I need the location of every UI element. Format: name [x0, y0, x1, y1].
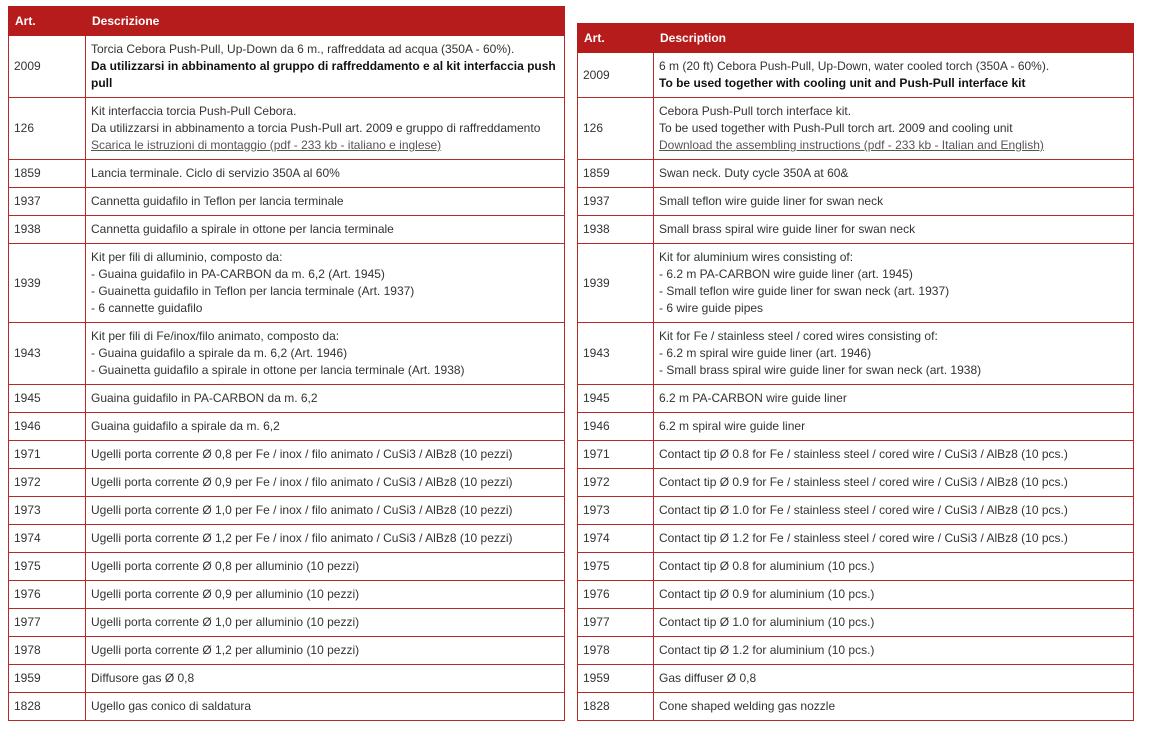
description-cell	[86, 581, 565, 609]
art-column-header: Art.	[9, 7, 86, 36]
description-line: Ugelli porta corrente Ø 0,8 per Fe / inox / filo animato / CuSi3 / AlBz8 (10 pezzi)	[91, 447, 513, 461]
table-row	[578, 53, 1134, 98]
description-cell	[654, 637, 1134, 665]
description-cell	[86, 385, 565, 413]
description-line: Ugelli porta corrente Ø 1,2 per alluminio (10 pezzi)	[91, 643, 360, 657]
description-cell	[86, 525, 565, 553]
table-row	[578, 525, 1134, 553]
description-cell	[86, 216, 565, 244]
description-line: To be used together with cooling unit and Push-Pull interface kit	[659, 76, 1026, 90]
description-line: Da utilizzarsi in abbinamento al gruppo di raffreddamento e al kit interfaccia push pull	[91, 59, 556, 90]
table-row	[578, 244, 1134, 323]
art-number-cell: 1959	[9, 665, 86, 693]
description-cell	[654, 160, 1134, 188]
description-line: Swan neck. Duty cycle 350A at 60&	[659, 166, 849, 180]
art-number-cell: 1938	[578, 216, 654, 244]
description-cell	[654, 413, 1134, 441]
description-line: - Small teflon wire guide liner for swan neck (art. 1937)	[659, 284, 950, 298]
art-number-cell: 1945	[9, 385, 86, 413]
table-row	[578, 469, 1134, 497]
table-row	[578, 188, 1134, 216]
description-line: Guaina guidafilo in PA-CARBON da m. 6,2	[91, 391, 318, 405]
description-cell	[654, 581, 1134, 609]
description-line: Contact tip Ø 1.2 for aluminium (10 pcs.)	[659, 643, 875, 657]
art-number-cell: 1946	[578, 413, 654, 441]
table-row	[578, 413, 1134, 441]
description-line: Ugelli porta corrente Ø 1,0 per Fe / inox / filo animato / CuSi3 / AlBz8 (10 pezzi)	[91, 503, 513, 517]
description-cell	[654, 385, 1134, 413]
description-cell	[86, 553, 565, 581]
art-number-cell: 1945	[578, 385, 654, 413]
table-row	[9, 441, 565, 469]
art-number-cell: 1971	[9, 441, 86, 469]
description-line: Small brass spiral wire guide liner for swan neck	[659, 222, 916, 236]
table-row	[9, 413, 565, 441]
description-cell	[654, 609, 1134, 637]
art-number-cell: 1943	[9, 323, 86, 385]
table-row	[9, 323, 565, 385]
description-line: Ugelli porta corrente Ø 1,2 per Fe / inox / filo animato / CuSi3 / AlBz8 (10 pezzi)	[91, 531, 513, 545]
description-cell	[654, 553, 1134, 581]
art-number-cell: 126	[9, 98, 86, 160]
table-row	[578, 323, 1134, 385]
description-line: - Small brass spiral wire guide liner for swan neck (art. 1938)	[659, 363, 982, 377]
art-number-cell: 1939	[9, 244, 86, 323]
description-line: Ugelli porta corrente Ø 0,9 per alluminio (10 pezzi)	[91, 587, 360, 601]
english-table-body	[578, 53, 1134, 721]
table-row	[578, 581, 1134, 609]
english-parts-table	[577, 23, 1134, 721]
description-line: - Guainetta guidafilo in Teflon per lancia terminale (Art. 1937)	[91, 284, 415, 298]
description-line: - Guainetta guidafilo a spirale in ottone per lancia terminale (Art. 1938)	[91, 363, 465, 377]
description-line: Contact tip Ø 1.2 for Fe / stainless steel / cored wire / CuSi3 / AlBz8 (10 pcs.)	[659, 531, 1068, 545]
italian-parts-table	[8, 6, 565, 721]
description-line: Ugelli porta corrente Ø 0,8 per alluminio (10 pezzi)	[91, 559, 360, 573]
description-cell	[654, 469, 1134, 497]
art-number-cell: 1828	[9, 693, 86, 721]
description-cell	[654, 98, 1134, 160]
art-number-cell: 1975	[578, 553, 654, 581]
description-cell	[86, 637, 565, 665]
description-line: 6.2 m spiral wire guide liner	[659, 419, 806, 433]
table-row	[578, 216, 1134, 244]
description-line: Lancia terminale. Ciclo di servizio 350A al 60%	[91, 166, 340, 180]
description-cell	[86, 497, 565, 525]
art-number-cell: 1946	[9, 413, 86, 441]
description-line: 6 m (20 ft) Cebora Push-Pull, Up-Down, water cooled torch (350A - 60%).	[659, 59, 1050, 73]
art-column-header: Art.	[578, 24, 654, 53]
download-instructions-link[interactable]: Scarica le istruzioni di montaggio (pdf - 233 kb - italiano e inglese)	[91, 138, 442, 152]
table-row	[9, 497, 565, 525]
description-line: Guaina guidafilo a spirale da m. 6,2	[91, 419, 280, 433]
table-row	[9, 637, 565, 665]
description-cell	[86, 413, 565, 441]
description-cell	[86, 160, 565, 188]
art-number-cell: 1939	[578, 244, 654, 323]
art-number-cell: 1959	[578, 665, 654, 693]
description-line: Contact tip Ø 1.0 for Fe / stainless steel / cored wire / CuSi3 / AlBz8 (10 pcs.)	[659, 503, 1068, 517]
description-cell	[654, 693, 1134, 721]
table-row	[578, 385, 1134, 413]
table-row	[578, 637, 1134, 665]
art-number-cell: 2009	[578, 53, 654, 98]
art-number-cell: 1978	[578, 637, 654, 665]
art-number-cell: 1971	[578, 441, 654, 469]
table-row	[9, 385, 565, 413]
description-line: Ugelli porta corrente Ø 1,0 per alluminio (10 pezzi)	[91, 615, 360, 629]
description-line: Contact tip Ø 0.9 for Fe / stainless steel / cored wire / CuSi3 / AlBz8 (10 pcs.)	[659, 475, 1068, 489]
table-row	[9, 581, 565, 609]
table-row	[9, 469, 565, 497]
description-line: Contact tip Ø 0.8 for Fe / stainless steel / cored wire / CuSi3 / AlBz8 (10 pcs.)	[659, 447, 1068, 461]
art-number-cell: 126	[578, 98, 654, 160]
description-line: Cone shaped welding gas nozzle	[659, 699, 836, 713]
art-number-cell: 2009	[9, 36, 86, 98]
description-cell	[654, 323, 1134, 385]
description-line: Contact tip Ø 0.9 for aluminium (10 pcs.)	[659, 587, 875, 601]
description-line: Kit for aluminium wires consisting of:	[659, 250, 854, 264]
table-row	[578, 693, 1134, 721]
description-cell	[654, 53, 1134, 98]
english-header-row	[578, 24, 1134, 53]
description-line: Small teflon wire guide liner for swan neck	[659, 194, 884, 208]
description-column-header: Description	[654, 24, 1134, 53]
description-line: Gas diffuser Ø 0,8	[659, 671, 757, 685]
art-number-cell: 1976	[578, 581, 654, 609]
description-line: Kit for Fe / stainless steel / cored wires consisting of:	[659, 329, 938, 343]
description-cell	[654, 665, 1134, 693]
description-cell	[86, 441, 565, 469]
description-cell	[86, 36, 565, 98]
table-row	[578, 497, 1134, 525]
description-cell	[86, 693, 565, 721]
art-number-cell: 1976	[9, 581, 86, 609]
description-line: Cebora Push-Pull torch interface kit.	[659, 104, 852, 118]
description-cell	[86, 469, 565, 497]
description-line: Kit per fili di alluminio, composto da:	[91, 250, 283, 264]
art-number-cell: 1974	[9, 525, 86, 553]
art-number-cell: 1828	[578, 693, 654, 721]
download-instructions-link[interactable]: Download the assembling instructions (pdf - 233 kb - Italian and English)	[659, 138, 1044, 152]
table-row	[9, 36, 565, 98]
description-cell	[654, 244, 1134, 323]
description-line: Kit interfaccia torcia Push-Pull Cebora.	[91, 104, 297, 118]
table-row	[9, 553, 565, 581]
table-row	[9, 160, 565, 188]
description-line: Diffusore gas Ø 0,8	[91, 671, 195, 685]
art-number-cell: 1978	[9, 637, 86, 665]
art-number-cell: 1977	[9, 609, 86, 637]
description-line: Da utilizzarsi in abbinamento a torcia Push-Pull art. 2009 e gruppo di raffreddamento	[91, 121, 541, 135]
art-number-cell: 1977	[578, 609, 654, 637]
art-number-cell: 1938	[9, 216, 86, 244]
art-number-cell: 1859	[9, 160, 86, 188]
description-line: - 6.2 m PA-CARBON wire guide liner (art. 1945)	[659, 267, 913, 281]
art-number-cell: 1937	[9, 188, 86, 216]
table-row	[9, 98, 565, 160]
description-cell	[86, 244, 565, 323]
description-line: 6.2 m PA-CARBON wire guide liner	[659, 391, 847, 405]
art-number-cell: 1972	[578, 469, 654, 497]
description-cell	[654, 216, 1134, 244]
table-row	[9, 609, 565, 637]
description-cell	[654, 188, 1134, 216]
table-row	[578, 609, 1134, 637]
table-row	[9, 693, 565, 721]
description-cell	[654, 525, 1134, 553]
art-number-cell: 1973	[578, 497, 654, 525]
description-line: Cannetta guidafilo in Teflon per lancia terminale	[91, 194, 344, 208]
description-cell	[86, 323, 565, 385]
description-line: Kit per fili di Fe/inox/filo animato, composto da:	[91, 329, 340, 343]
table-row	[578, 160, 1134, 188]
description-cell	[86, 665, 565, 693]
description-line: Ugelli porta corrente Ø 0,9 per Fe / inox / filo animato / CuSi3 / AlBz8 (10 pezzi)	[91, 475, 513, 489]
description-line: Ugello gas conico di saldatura	[91, 699, 252, 713]
description-cell	[654, 497, 1134, 525]
description-line: - Guaina guidafilo a spirale da m. 6,2 (Art. 1946)	[91, 346, 348, 360]
art-number-cell: 1974	[578, 525, 654, 553]
description-line: Cannetta guidafilo a spirale in ottone per lancia terminale	[91, 222, 394, 236]
art-number-cell: 1973	[9, 497, 86, 525]
table-row	[9, 665, 565, 693]
table-row	[578, 441, 1134, 469]
italian-table-container	[8, 6, 565, 721]
description-line: - 6.2 m spiral wire guide liner (art. 1946)	[659, 346, 872, 360]
description-column-header: Descrizione	[86, 7, 565, 36]
description-line: To be used together with Push-Pull torch art. 2009 and cooling unit	[659, 121, 1013, 135]
table-row	[9, 244, 565, 323]
description-line: - 6 wire guide pipes	[659, 301, 764, 315]
table-row	[578, 98, 1134, 160]
art-number-cell: 1943	[578, 323, 654, 385]
description-line: - Guaina guidafilo in PA-CARBON da m. 6,2 (Art. 1945)	[91, 267, 385, 281]
art-number-cell: 1859	[578, 160, 654, 188]
table-row	[578, 665, 1134, 693]
description-cell	[86, 188, 565, 216]
description-cell	[86, 609, 565, 637]
table-row	[578, 553, 1134, 581]
description-cell	[86, 98, 565, 160]
description-line: Contact tip Ø 1.0 for aluminium (10 pcs.)	[659, 615, 875, 629]
description-line: Torcia Cebora Push-Pull, Up-Down da 6 m., raffreddata ad acqua (350A - 60%).	[91, 42, 515, 56]
english-table-container	[577, 23, 1134, 721]
art-number-cell: 1972	[9, 469, 86, 497]
art-number-cell: 1975	[9, 553, 86, 581]
italian-header-row	[9, 7, 565, 36]
description-line: Contact tip Ø 0.8 for aluminium (10 pcs.)	[659, 559, 875, 573]
table-row	[9, 525, 565, 553]
art-number-cell: 1937	[578, 188, 654, 216]
table-row	[9, 216, 565, 244]
table-row	[9, 188, 565, 216]
description-cell	[654, 441, 1134, 469]
description-line: - 6 cannette guidafilo	[91, 301, 203, 315]
italian-table-body	[9, 36, 565, 721]
